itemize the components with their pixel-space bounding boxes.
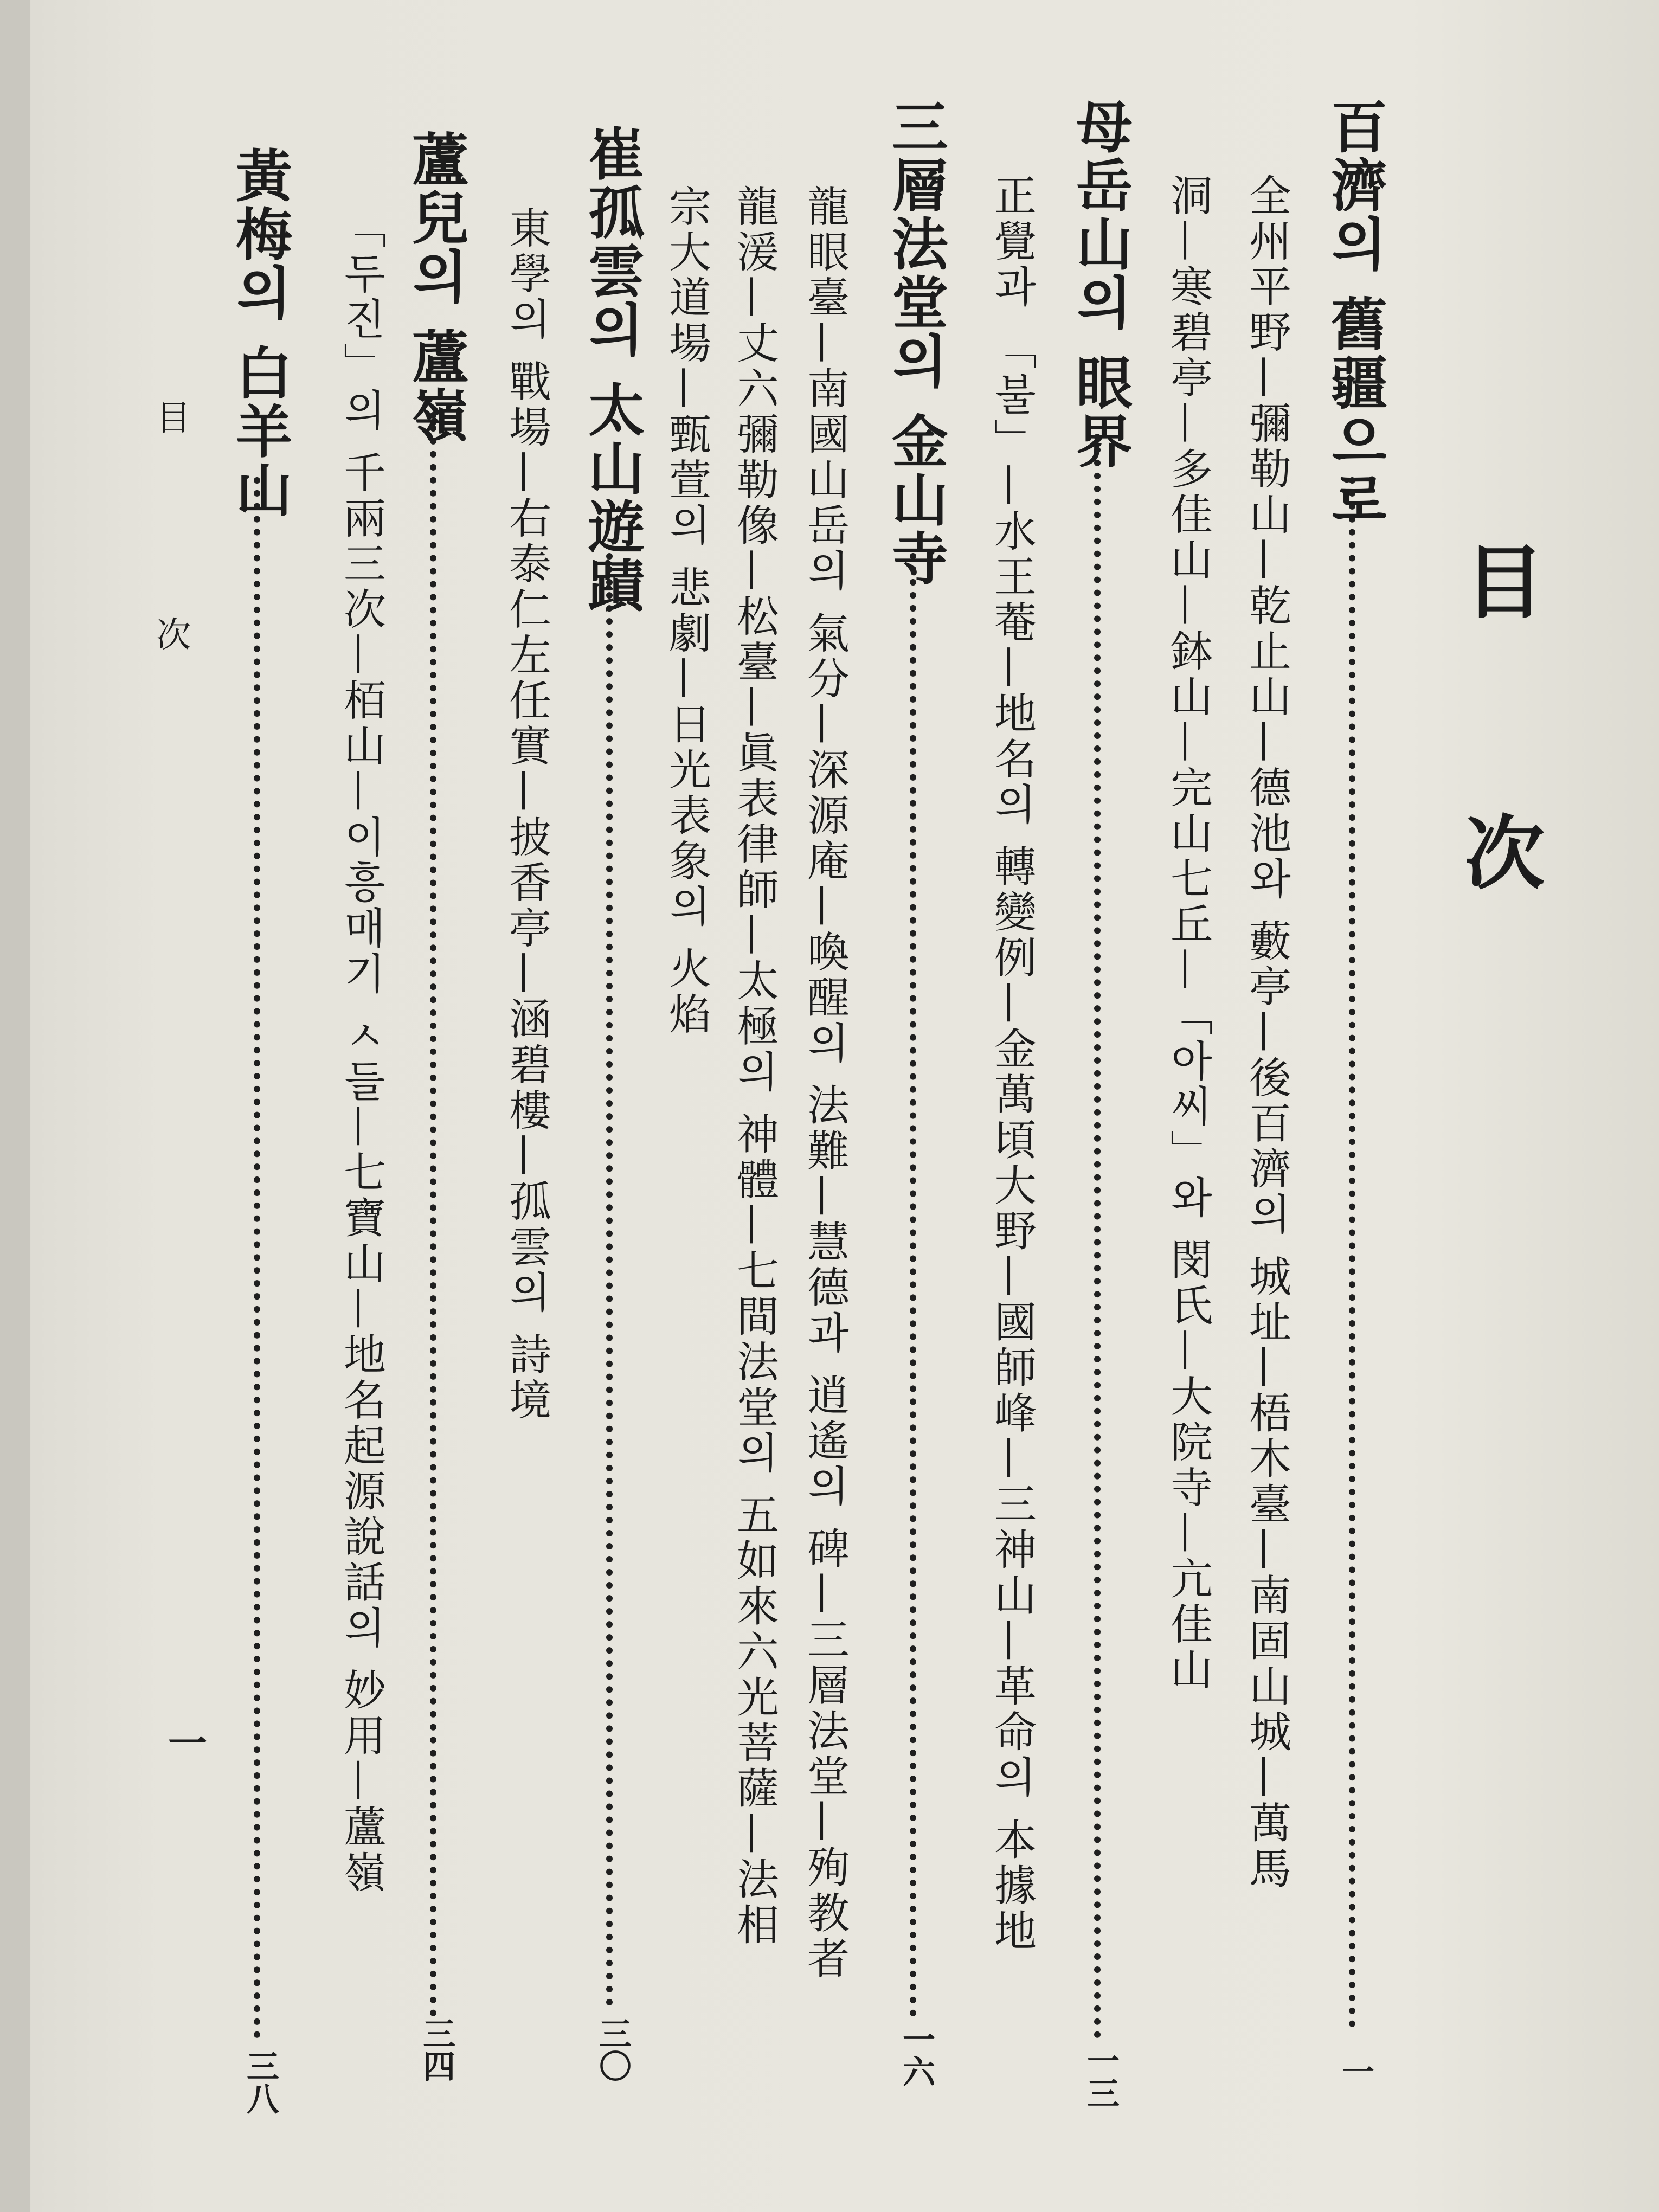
page-number: 一 <box>168 1720 208 1766</box>
page-gutter-shadow <box>0 0 30 2212</box>
entry-1-line-1: 全州平野—彌勒山—乾止山—德池와 藪亭—後百濟의 城址—梧木臺—南固山城—萬馬 <box>1242 173 1291 1892</box>
entry-3-line-3: 宗大道場—甄萱의 悲劇—日光表象의 火焰 <box>662 184 711 1038</box>
toc-heading-char-2: 次 <box>1464 806 1545 901</box>
entry-6-leader-dots <box>254 477 260 2039</box>
entry-1-leader-dots <box>1349 477 1355 2028</box>
running-header-char-2: 次 <box>156 615 191 655</box>
entry-2-line-1: 正覺과 「불」—水王菴—地名의 轉變例—金萬頃大野—國師峰—三神山—革命의 本據地 <box>987 173 1036 1954</box>
entry-2-leader-dots <box>1094 434 1101 2039</box>
entry-5-line-1: 「두진」의 千兩三次—栢山—이흥매기 ㅅ들—七寶山—地名起源說話의 妙用—蘆嶺 <box>337 206 385 1896</box>
entry-3-line-1: 龍眼臺—南國山岳의 氣分—深源庵—喚醒의 法難—慧德과 逍遙의 碑—三層法堂—殉教者 <box>800 184 849 1982</box>
entry-2-page: 一三 <box>1082 2044 1120 2109</box>
entry-4-title: 崔孤雲의 太山遊蹟 <box>578 125 645 615</box>
entry-4-page: 三〇 <box>594 2017 632 2082</box>
entry-2-title: 母岳山의 眼界 <box>1066 98 1133 471</box>
entry-1-line-2: 洞—寒碧亭—多佳山—鉢山—完山七丘—「아씨」와 閔氏—大院寺—亢佳山 <box>1163 173 1212 1693</box>
entry-3-page: 一六 <box>897 2022 935 2087</box>
entry-5-title: 蘆兒의 蘆嶺 <box>402 130 469 445</box>
entry-6-page: 三八 <box>241 2049 279 2114</box>
entry-1-title: 百濟의 舊疆으로 <box>1321 98 1388 530</box>
entry-3-leader-dots <box>910 553 916 2017</box>
entry-1-page: 一 <box>1336 2055 1374 2087</box>
entry-5-leader-dots <box>430 412 436 2017</box>
entry-3-line-2: 龍湲—丈六彌勒像—松臺—眞表律師—太極의 神體—七間法堂의 五如來六光菩薩—法相 <box>730 184 779 1949</box>
entry-6-title: 黃梅의 白羊山 <box>226 146 293 520</box>
running-header-char-1: 目 <box>156 398 191 439</box>
toc-heading-char-1: 目 <box>1464 535 1545 629</box>
entry-4-line-1: 東學의 戰場—右泰仁左任實—披香亭—涵碧樓—孤雲의 詩境 <box>502 206 551 1424</box>
entry-4-leader-dots <box>606 553 613 2006</box>
entry-5-page: 三四 <box>417 2017 455 2082</box>
entry-3-title: 三層法堂의 金山寺 <box>882 98 949 588</box>
